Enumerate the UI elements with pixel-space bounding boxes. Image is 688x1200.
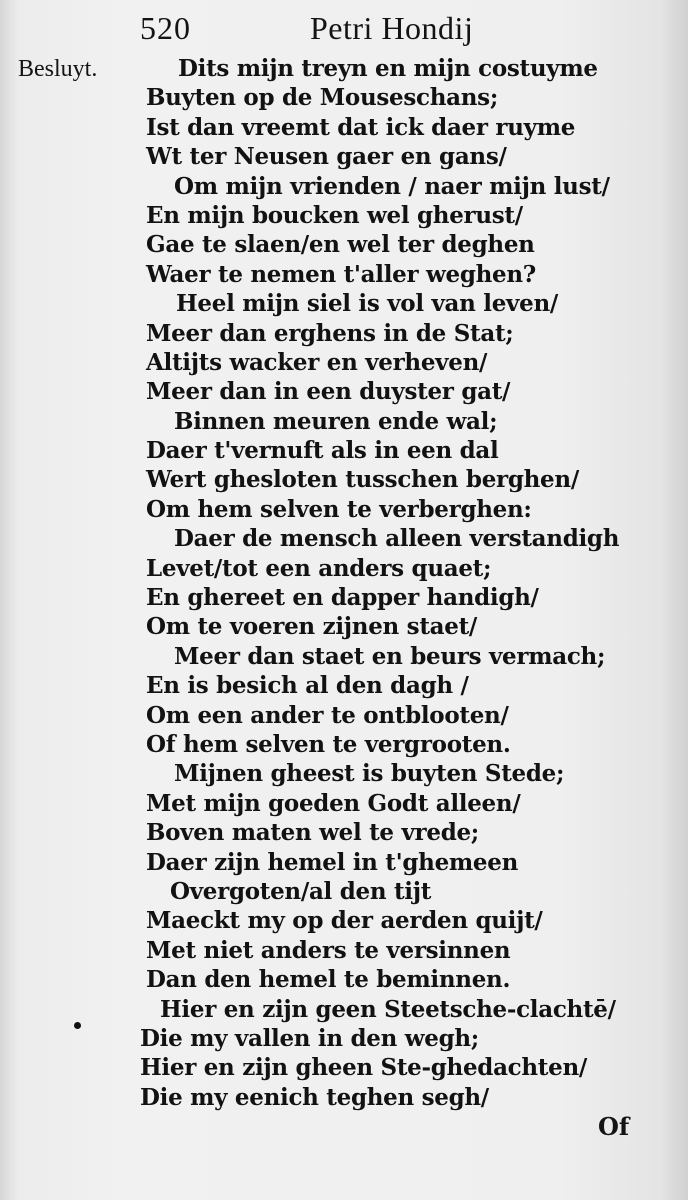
verse-line: Gae te slaen/en wel ter deghen: [146, 231, 535, 259]
verse-line: Buyten op de Mouseschans;: [146, 84, 499, 112]
verse-line: Altijts wacker en verheven/: [146, 348, 488, 376]
verse-line: Maeckt my op der aerden quijt/: [146, 907, 543, 935]
verse-line: Waer te nemen t'aller weghen?: [146, 260, 536, 288]
catchword: Of: [598, 1112, 630, 1141]
verse-line: En ghereet en dapper handigh/: [146, 584, 539, 612]
verse-line: Daer t'vernuft als in een dal: [146, 437, 499, 465]
verse-line: Meer dan in een duyster gat/: [146, 378, 511, 406]
verse-line: Binnen meuren ende wal;: [174, 407, 498, 435]
verse-line: Daer de mensch alleen verstandigh: [174, 525, 620, 553]
poem-body: [140, 54, 650, 1112]
verse-line: Of hem selven te vergrooten.: [146, 730, 511, 758]
verse-line: Meer dan staet en beurs vermach;: [174, 642, 606, 670]
margin-note: Besluyt.: [18, 56, 98, 82]
verse-line: Om mijn vrienden / naer mijn lust/: [174, 172, 610, 200]
verse-line: Dits mijn treyn en mijn costuyme: [178, 55, 598, 82]
verse-line: Daer zijn hemel in t'ghemeen: [146, 848, 519, 876]
verse-line: Boven maten wel te vrede;: [146, 819, 479, 847]
verse-line: Hier en zijn geen Steetsche-clachtē/: [160, 995, 616, 1023]
verse-line: Die my eenich teghen segh/: [140, 1083, 489, 1111]
verse-line: Om een ander te ontblooten/: [146, 701, 509, 729]
verse-line: Dan den hemel te beminnen.: [146, 966, 511, 994]
verse-line: Mijnen gheest is buyten Stede;: [174, 760, 565, 788]
verse-line: Die my vallen in den wegh;: [140, 1024, 479, 1052]
verse-line: Ist dan vreemt dat ick daer ruyme: [146, 113, 576, 141]
verse-line: Wert ghesloten tusschen berghen/: [146, 466, 579, 494]
verse-line: Meer dan erghens in de Stat;: [146, 319, 514, 347]
verse-line: Om te voeren zijnen staet/: [146, 613, 478, 641]
page-number: 520: [140, 10, 191, 46]
verse-line: Hier en zijn gheen Ste-ghedachten/: [140, 1054, 587, 1082]
verse-line: Overgoten/al den tijt: [170, 877, 432, 905]
verse-line: Met mijn goeden Godt alleen/: [146, 789, 521, 817]
ink-mark: [74, 1022, 81, 1029]
verse-line: Levet/tot een anders quaet;: [146, 554, 492, 582]
verse-line: Wt ter Neusen gaer en gans/: [146, 143, 507, 171]
running-head: Petri Hondij: [310, 10, 474, 46]
page-header: [140, 10, 560, 50]
verse-line: Heel mijn siel is vol van leven/: [176, 290, 558, 318]
verse-line: Om hem selven te verberghen:: [146, 495, 532, 523]
verse-line: En is besich al den dagh /: [146, 672, 469, 700]
verse-line: En mijn boucken wel gherust/: [146, 201, 523, 229]
verse-line: Met niet anders te versinnen: [146, 936, 511, 964]
